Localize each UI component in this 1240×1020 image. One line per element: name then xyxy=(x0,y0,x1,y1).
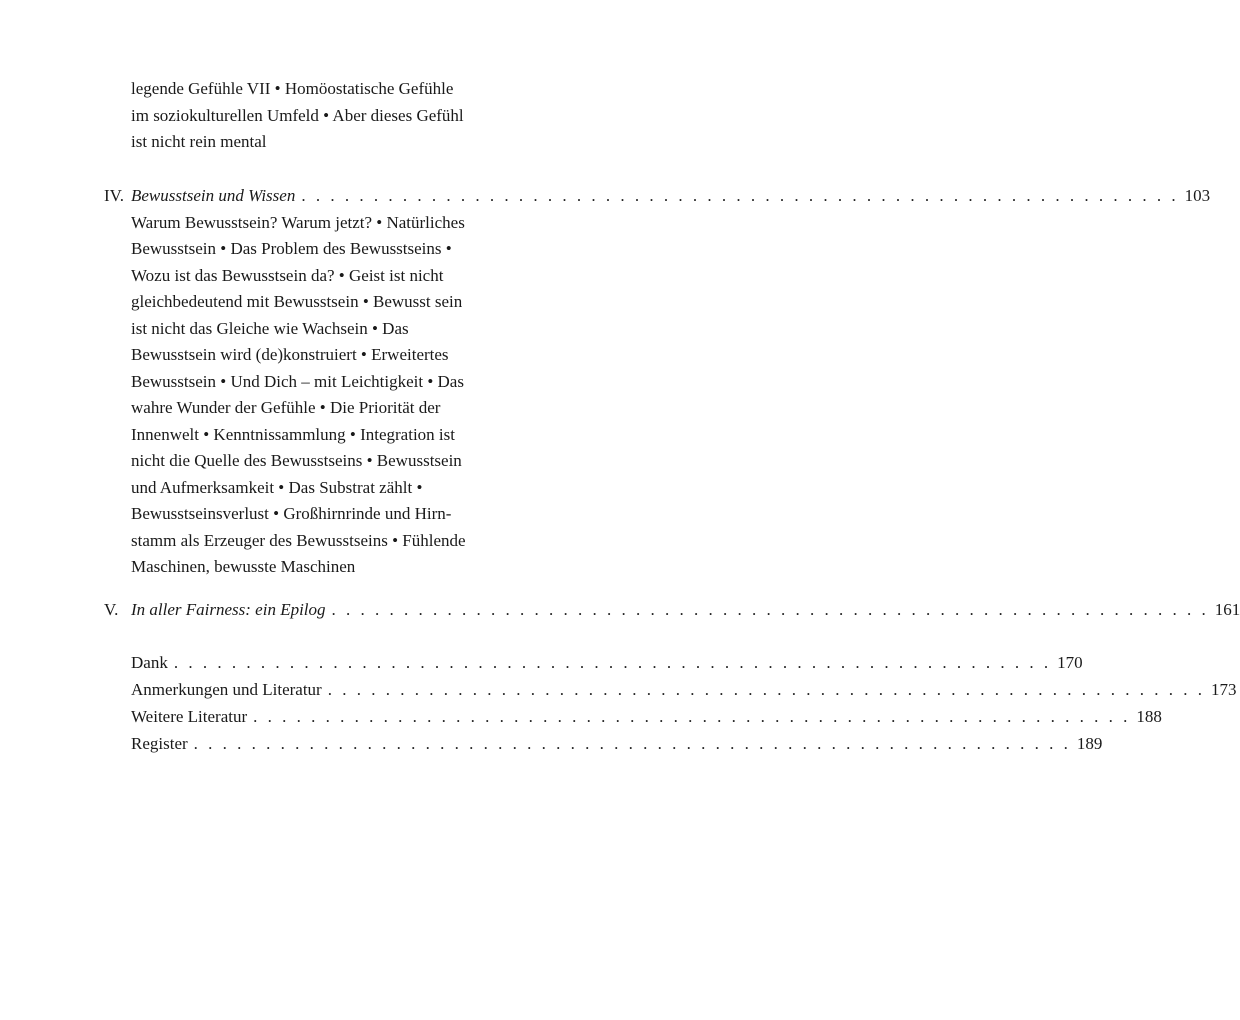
summary-line: Maschinen, bewusste Maschinen xyxy=(131,557,356,576)
summary-line: nicht die Quelle des Bewusstseins • Bewusstsein xyxy=(131,451,462,470)
toc-entry-register[interactable] xyxy=(131,731,1103,758)
summary-line: ist nicht das Gleiche wie Wachsein • Das xyxy=(131,318,409,338)
dot-leader: . . . . . . . . . . . . . . . . . . . . . . . . . . . . . . . . . . . . . . . . . . . . . . . . . . . . . . . . . . . . . xyxy=(193,734,1071,753)
summary-line: im soziokulturellen Umfeld • Aber dieses Gefühl xyxy=(131,105,464,125)
summary-line: Wozu ist das Bewusstsein da? • Geist ist nicht xyxy=(131,265,444,285)
dot-leader: . . . . . . . . . . . . . . . . . . . . . . . . . . . . . . . . . . . . . . . . . . . . . . . . . . . . . . . . . . . . . xyxy=(327,680,1205,699)
page-number: 173 xyxy=(1210,680,1237,699)
toc-entry-weitere-literatur[interactable] xyxy=(131,704,1162,731)
chapter-number: IV. xyxy=(104,186,124,205)
summary-line: Bewusstsein • Und Dich – mit Leichtigkeit • Das xyxy=(131,371,464,391)
summary-line: Bewusstsein wird (de)konstruiert • Erweitertes xyxy=(131,345,449,364)
page-number: 188 xyxy=(1136,707,1162,726)
chapter-title: Bewusstsein und Wissen xyxy=(131,186,296,205)
entry-title: Weitere Literatur xyxy=(131,707,248,726)
summary-line: Bewusstsein • Das Problem des Bewusstseins • xyxy=(131,239,452,258)
entry-title: Dank xyxy=(131,653,168,672)
dot-leader: . . . . . . . . . . . . . . . . . . . . . . . . . . . . . . . . . . . . . . . . . . . . . . . . . . . . . . . . . . . . . xyxy=(173,653,1052,672)
toc-entry-chapter-iv[interactable] xyxy=(104,183,1211,210)
dot-leader: . . . . . . . . . . . . . . . . . . . . . . . . . . . . . . . . . . . . . . . . . . . . . . . . . . . . . . . . . . . . . xyxy=(301,186,1179,205)
summary-line: wahre Wunder der Gefühle • Die Priorität der xyxy=(131,398,441,417)
page-number: 103 xyxy=(1184,186,1211,205)
toc-entry-anmerkungen[interactable] xyxy=(131,677,1237,704)
page-number: 189 xyxy=(1076,734,1103,753)
summary-line: legende Gefühle VII • Homöostatische Gefühle xyxy=(131,79,454,98)
toc-entry-dank[interactable] xyxy=(131,650,1083,677)
entry-title: Anmerkungen und Literatur xyxy=(131,680,322,699)
entry-title: Register xyxy=(131,734,188,753)
chapter-title: In aller Fairness: ein Epilog xyxy=(131,600,326,619)
summary-line: gleichbedeutend mit Bewusstsein • Bewusst sein xyxy=(131,292,463,311)
chapter-number: V. xyxy=(104,600,119,619)
page-number: 170 xyxy=(1057,653,1083,672)
summary-line: Innenwelt • Kenntnissammlung • Integration ist xyxy=(131,424,455,444)
summary-line: stamm als Erzeuger des Bewusstseins • Fühlende xyxy=(131,530,466,550)
summary-line: Bewusstseinsverlust • Großhirnrinde und Hirn- xyxy=(131,504,452,523)
summary-line: und Aufmerksamkeit • Das Substrat zählt • xyxy=(131,477,423,497)
page-number: 161 xyxy=(1214,600,1240,619)
previous-chapter-summary xyxy=(131,76,491,156)
chapter-iv-summary xyxy=(131,210,491,581)
dot-leader: . . . . . . . . . . . . . . . . . . . . . . . . . . . . . . . . . . . . . . . . . . . . . . . . . . . . . . . . . . . . . xyxy=(331,600,1209,619)
dot-leader: . . . . . . . . . . . . . . . . . . . . . . . . . . . . . . . . . . . . . . . . . . . . . . . . . . . . . . . . . . . . . xyxy=(253,707,1131,726)
toc-entry-chapter-v[interactable] xyxy=(104,597,1240,624)
summary-line: ist nicht rein mental xyxy=(131,132,267,151)
summary-line: Warum Bewusstsein? Warum jetzt? • Natürliches xyxy=(131,212,465,232)
